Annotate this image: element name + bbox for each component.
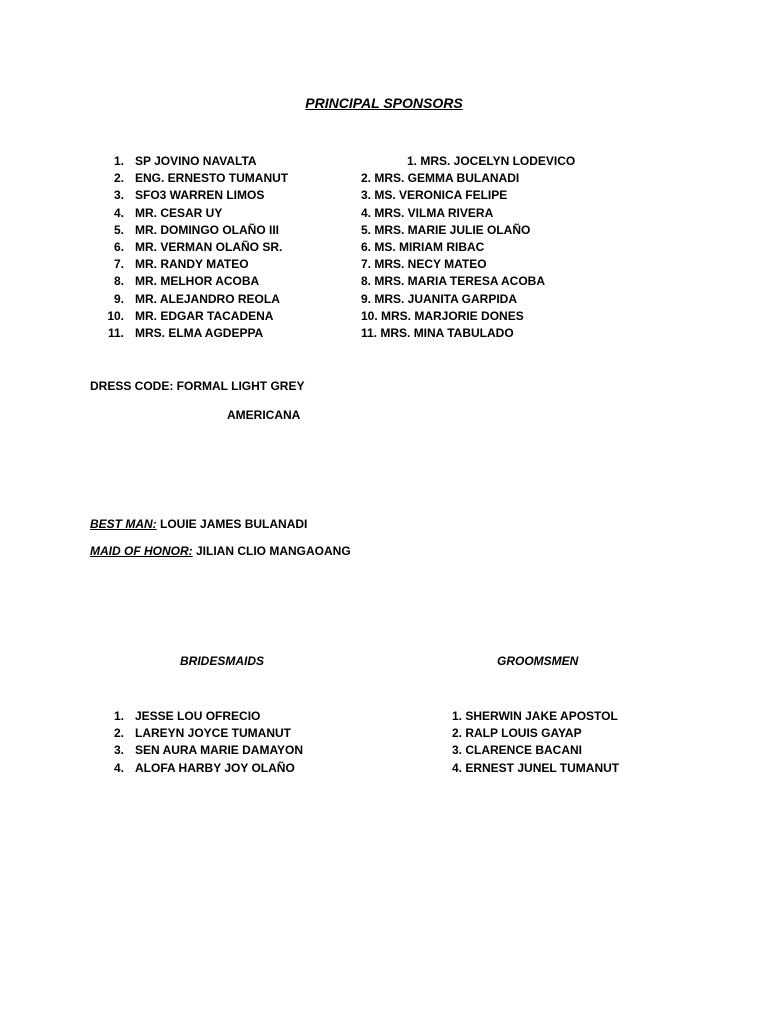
maid-of-honor [90,544,351,558]
list-number: 4. [113,760,124,775]
sponsor-name: MR. ALEJANDRO REOLA [135,291,280,306]
list-item: 4. ERNEST JUNEL TUMANUT [452,760,620,775]
principal-sponsors-right-list [361,153,575,342]
sponsor-name: MR. VERMAN OLAÑO SR. [135,239,283,254]
list-item: 6. MS. MIRIAM RIBAC [361,239,485,254]
bridesmaid-name: ALOFA HARBY JOY OLAÑO [135,760,295,775]
list-item: 8. MRS. MARIA TERESA ACOBA [361,274,546,289]
list-item: 3. CLARENCE BACANI [452,743,583,758]
page-title: PRINCIPAL SPONSORS [305,95,463,111]
list-item: 2. MRS. GEMMA BULANADI [361,171,520,186]
list-item: 9. MRS. JUANITA GARPIDA [361,291,518,306]
list-item: 2. RALP LOUIS GAYAP [452,726,582,741]
sponsor-name: MR. EDGAR TACADENA [135,308,274,323]
list-item: 3. MS. VERONICA FELIPE [361,188,508,203]
bridesmaids-list [101,708,303,777]
list-item [101,273,288,290]
list-number: 1. [113,709,124,723]
list-number: 3. [113,743,124,758]
bridesmaid-name: LAREYN JOYCE TUMANUT [135,726,292,741]
best-man [90,517,307,531]
maid-of-honor-label: MAID OF HONOR: [90,544,193,558]
list-item [101,170,288,187]
dress-code-detail: AMERICANA [227,408,301,422]
list-item [101,187,288,204]
list-item [101,256,288,273]
dress-code-line: DRESS CODE: FORMAL LIGHT GREY [90,379,305,393]
list-item [101,222,288,239]
list-item [101,153,288,170]
bridesmaid-name: SEN AURA MARIE DAMAYON [135,743,304,758]
list-number: 1. [113,154,124,168]
sponsor-name: MR. DOMINGO OLAÑO III [135,222,279,237]
sponsor-name: MR. MELHOR ACOBA [135,274,260,289]
bridesmaid-name: JESSE LOU OFRECIO [135,709,261,723]
list-item [101,308,288,325]
list-number: 9. [113,291,124,306]
sponsor-name: SFO3 WARREN LIMOS [135,188,265,203]
list-number: 2. [113,171,124,186]
list-item: 5. MRS. MARIE JULIE OLAÑO [361,222,531,237]
list-item [101,239,288,256]
best-man-name: LOUIE JAMES BULANADI [160,517,308,531]
list-item [101,291,288,308]
sponsor-name: MR. CESAR UY [135,205,223,220]
list-item: 10. MRS. MARJORIE DONES [361,308,524,323]
sponsor-name: MRS. ELMA AGDEPPA [135,325,264,340]
list-item [101,725,303,742]
bridesmaids-heading: BRIDESMAIDS [180,654,265,668]
list-number: 3. [113,188,124,203]
sponsor-name: MR. RANDY MATEO [135,257,249,272]
sponsor-name: SP JOVINO NAVALTA [135,154,257,168]
list-number: 5. [113,222,124,237]
list-number: 8. [113,274,124,289]
sponsor-name: ENG. ERNESTO TUMANUT [135,171,289,186]
list-item: 1. SHERWIN JAKE APOSTOL [452,709,618,723]
principal-sponsors-left-list [101,153,288,342]
list-number: 10. [107,308,124,323]
list-number: 6. [113,239,124,254]
list-number: 11. [107,325,124,340]
best-man-label: BEST MAN: [90,517,157,531]
list-number: 7. [113,257,124,272]
list-number: 4. [113,205,124,220]
list-item: 7. MRS. NECY MATEO [361,257,487,272]
maid-of-honor-name: JILIAN CLIO MANGAOANG [196,544,351,558]
list-item [101,205,288,222]
list-item: 1. MRS. JOCELYN LODEVICO [407,154,576,168]
list-item [101,708,303,725]
groomsmen-heading: GROOMSMEN [497,654,579,668]
list-item: 11. MRS. MINA TABULADO [361,325,514,340]
groomsmen-list [452,708,619,777]
list-number: 2. [113,726,124,741]
list-item [101,325,288,342]
list-item [101,760,303,777]
list-item: 4. MRS. VILMA RIVERA [361,205,494,220]
list-item [101,742,303,759]
